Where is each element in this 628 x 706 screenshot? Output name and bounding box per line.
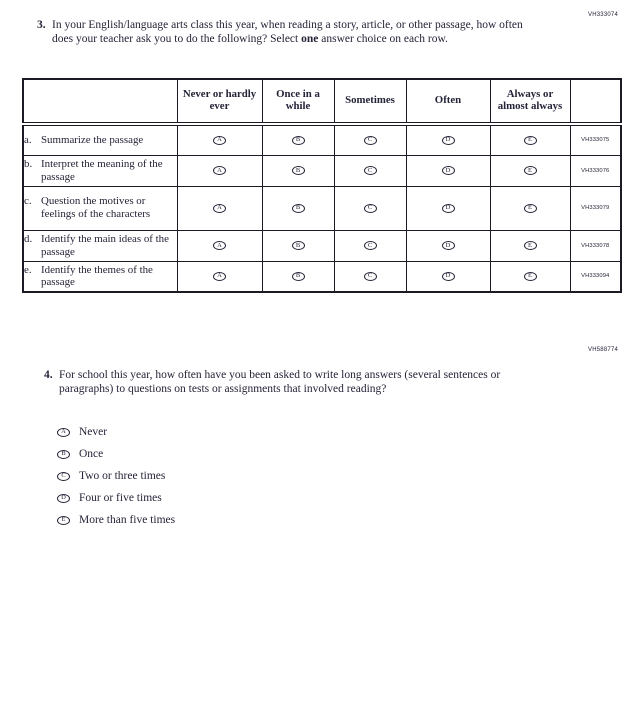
column-header-once-in-a-while: Once in a while	[262, 79, 334, 124]
option-two-or-three-times	[57, 465, 175, 487]
row-e-cell-sometimes	[334, 261, 406, 292]
option-two-or-three-times-label: Two or three times	[79, 470, 166, 482]
row-d-bubble-once-in-a-while[interactable]: B	[292, 241, 305, 250]
option-once	[57, 443, 175, 465]
row-c-bubble-often[interactable]: D	[442, 204, 455, 213]
row-b-cell-sometimes	[334, 155, 406, 186]
question3-text-part2: answer choice on each row.	[318, 33, 448, 46]
question4-stem	[44, 368, 526, 396]
row-a-cell-always	[490, 124, 570, 155]
row-a-bubble-never[interactable]: A	[213, 136, 226, 145]
row-c-cell-once-in-a-while	[262, 186, 334, 230]
column-header-never-or-hardly-ever: Never or hardly ever	[177, 79, 262, 124]
row-d-cell-often	[406, 230, 490, 261]
option-never	[57, 421, 175, 443]
column-header-sometimes: Sometimes	[334, 79, 406, 124]
table-row-b	[23, 155, 621, 186]
row-b-letter: b.	[24, 157, 33, 170]
row-a-cell-often	[406, 124, 490, 155]
row-c-bubble-always[interactable]: E	[524, 204, 537, 213]
option-more-than-five-times	[57, 509, 175, 531]
question4-accession-code: VH588774	[588, 347, 618, 353]
row-e-label: Identify the themes of the passage	[41, 263, 153, 289]
row-c-code: VH333079	[570, 186, 621, 230]
option-two-or-three-times-bubble[interactable]: C	[57, 472, 70, 481]
row-d-bubble-sometimes[interactable]: C	[364, 241, 377, 250]
row-e-bubble-often[interactable]: D	[442, 272, 455, 281]
table-row-d	[23, 230, 621, 261]
row-e-cell-once-in-a-while	[262, 261, 334, 292]
question4-number: 4.	[44, 369, 53, 381]
row-b-cell-often	[406, 155, 490, 186]
row-a-cell-sometimes	[334, 124, 406, 155]
row-e-bubble-sometimes[interactable]: C	[364, 272, 377, 281]
row-c-cell-sometimes	[334, 186, 406, 230]
row-d-bubble-never[interactable]: A	[213, 241, 226, 250]
row-d-label: Identify the main ideas of the passage	[41, 232, 169, 258]
question3-response-matrix	[22, 78, 622, 293]
row-e-bubble-always[interactable]: E	[524, 272, 537, 281]
row-a-label-cell	[23, 124, 177, 155]
row-d-cell-sometimes	[334, 230, 406, 261]
row-c-letter: c.	[24, 195, 32, 208]
row-d-cell-once-in-a-while	[262, 230, 334, 261]
row-b-label: Interpret the meaning of the passage	[41, 157, 163, 183]
question3-accession-code: VH333074	[588, 12, 618, 18]
option-four-or-five-times-label: Four or five times	[79, 492, 162, 504]
option-four-or-five-times-bubble[interactable]: D	[57, 494, 70, 503]
row-c-label-cell	[23, 186, 177, 230]
option-four-or-five-times	[57, 487, 175, 509]
question3-number: 3.	[37, 19, 46, 31]
row-b-label-cell	[23, 155, 177, 186]
table-row-c	[23, 186, 621, 230]
column-header-code	[570, 79, 621, 124]
question3-stem	[37, 18, 534, 46]
row-c-cell-always	[490, 186, 570, 230]
row-b-bubble-always[interactable]: E	[524, 166, 537, 175]
column-header-often: Often	[406, 79, 490, 124]
row-c-cell-never	[177, 186, 262, 230]
row-e-cell-often	[406, 261, 490, 292]
row-d-cell-never	[177, 230, 262, 261]
row-a-code: VH333075	[570, 124, 621, 155]
row-d-code: VH333078	[570, 230, 621, 261]
row-b-cell-never	[177, 155, 262, 186]
question3-text	[52, 18, 534, 46]
row-b-cell-once-in-a-while	[262, 155, 334, 186]
table-row-a	[23, 124, 621, 155]
row-e-bubble-once-in-a-while[interactable]: B	[292, 272, 305, 281]
option-more-than-five-times-bubble[interactable]: E	[57, 516, 70, 525]
option-more-than-five-times-label: More than five times	[79, 514, 176, 526]
question4-options	[57, 421, 175, 531]
row-c-label: Question the motives or feelings of the characters	[41, 195, 151, 220]
row-b-bubble-once-in-a-while[interactable]: B	[292, 166, 305, 175]
row-b-bubble-often[interactable]: D	[442, 166, 455, 175]
row-e-cell-never	[177, 261, 262, 292]
row-e-bubble-never[interactable]: A	[213, 272, 226, 281]
row-b-bubble-never[interactable]: A	[213, 166, 226, 175]
matrix-header-row	[23, 79, 621, 124]
row-d-bubble-always[interactable]: E	[524, 241, 537, 250]
row-d-bubble-often[interactable]: D	[442, 241, 455, 250]
row-b-code: VH333076	[570, 155, 621, 186]
row-a-cell-once-in-a-while	[262, 124, 334, 155]
question3-text-part1: In your English/language arts class this year, when reading a story, article, or other passage, how often does your teacher ask you to do the following? Select	[52, 19, 523, 46]
table-row-e	[23, 261, 621, 292]
row-e-letter: e.	[24, 263, 32, 276]
column-header-always-or-almost-always: Always or almost always	[490, 79, 570, 124]
row-c-bubble-never[interactable]: A	[213, 204, 226, 213]
row-c-cell-often	[406, 186, 490, 230]
row-a-label: Summarize the passage	[41, 133, 144, 146]
matrix-stub-cell	[23, 79, 177, 124]
row-a-bubble-always[interactable]: E	[524, 136, 537, 145]
option-once-bubble[interactable]: B	[57, 450, 70, 459]
option-never-label: Never	[79, 426, 108, 438]
row-d-cell-always	[490, 230, 570, 261]
option-once-label: Once	[79, 448, 104, 460]
row-d-label-cell	[23, 230, 177, 261]
row-a-bubble-once-in-a-while[interactable]: B	[292, 136, 305, 145]
row-c-bubble-once-in-a-while[interactable]: B	[292, 204, 305, 213]
row-b-cell-always	[490, 155, 570, 186]
row-a-bubble-often[interactable]: D	[442, 136, 455, 145]
question3-bold-word: one	[301, 33, 319, 46]
row-a-cell-never	[177, 124, 262, 155]
row-a-letter: a.	[24, 133, 32, 146]
row-e-code: VH333094	[570, 261, 621, 292]
row-b-bubble-sometimes[interactable]: C	[364, 166, 377, 175]
row-e-cell-always	[490, 261, 570, 292]
question4-text: For school this year, how often have you been asked to write long answers (several sentences or paragraphs) to questions on tests or assignments that involved reading?	[59, 369, 501, 396]
option-never-bubble[interactable]: A	[57, 428, 70, 437]
row-e-label-cell	[23, 261, 177, 292]
row-c-bubble-sometimes[interactable]: C	[364, 204, 377, 213]
row-a-bubble-sometimes[interactable]: C	[364, 136, 377, 145]
row-d-letter: d.	[24, 232, 33, 245]
